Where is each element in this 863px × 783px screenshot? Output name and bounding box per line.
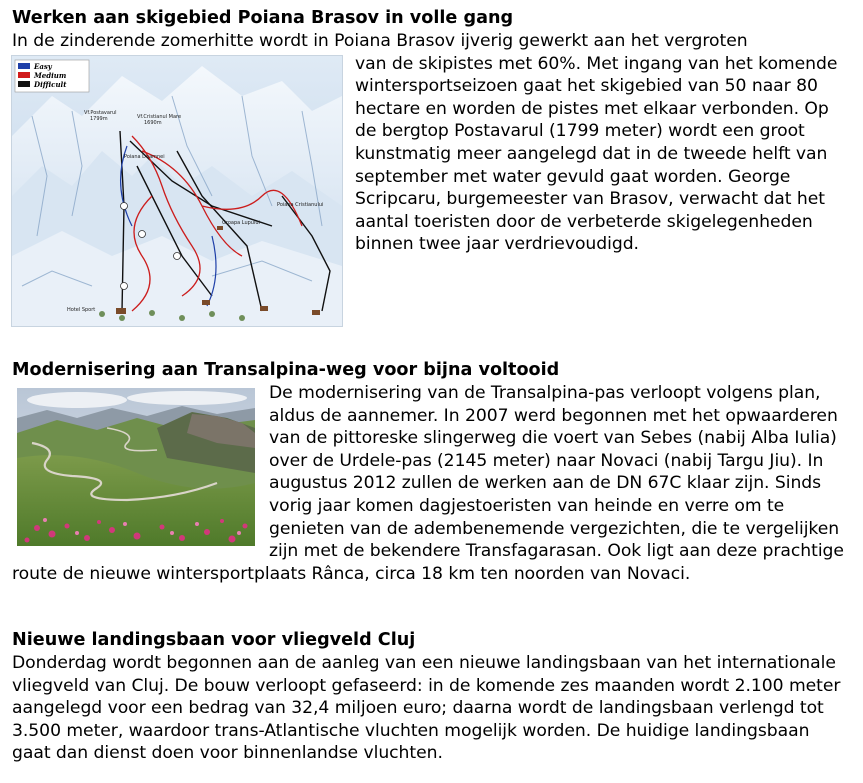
article-title: Modernisering aan Transalpina-weg voor bijna voltooid xyxy=(12,360,560,380)
transalpina-photo xyxy=(17,388,255,546)
legend-medium-swatch xyxy=(18,72,30,78)
map-label-peak2: Vf.Cristianul Mare xyxy=(137,113,182,120)
legend-difficult-label: Difficult xyxy=(34,79,67,89)
map-legend xyxy=(15,60,89,92)
article-cluj-airport xyxy=(12,629,850,765)
map-label-station3: Groapa Lupului xyxy=(222,219,260,226)
legend-easy-label: Easy xyxy=(34,61,52,71)
legend-difficult-swatch xyxy=(18,81,30,87)
article-intro-line: In de zinderende zomerhitte wordt in Poiana Brasov ijverig gewerkt aan het vergroten xyxy=(12,31,748,51)
article-title: Nieuwe landingsbaan voor vliegveld Cluj xyxy=(12,630,416,650)
article-body: Donderdag wordt begonnen aan de aanleg van een nieuwe landingsbaan van het internationale vliegveld van Cluj. De bouw verloopt gefaseerd: in de komende zes maanden wordt 2.100 meter aangelegd voor een bedrag van 32,4 miljoen euro; daarna wordt de landingsbaan verlengd tot 3.500 meter, waardoor trans-Atlantische vluchten mogelijk worden. De huidige landingsbaan gaat dan dienst doen voor binnenlandse vluchten. xyxy=(12,653,841,764)
ski-map-image xyxy=(11,55,343,327)
map-label-station2: Poiana Cristianului xyxy=(277,201,324,208)
map-label-hotel: Hotel Sport xyxy=(67,306,96,313)
article-body: van de skipistes met 60%. Met ingang van het komende wintersportseizoen gaat het skigebied van 50 naar 80 hectare en worden de pistes met elkaar verbonden. Op de bergtop Postavarul (1799 meter) wordt een groot kunstmatig meer aangelegd dat in de tweede helft van september met water gevuld gaat worden. George Scripcaru, burgemeester van Brasov, verwacht dat het aantal toeristen door de verbeterde skigelegenheden binnen twee jaar verdrievoudigd. xyxy=(355,53,838,255)
map-label-station1: Poiana Doamnei xyxy=(124,153,165,160)
legend-easy-swatch xyxy=(18,63,30,69)
map-label-peak1-alt: 1799m xyxy=(90,115,108,122)
article-title: Werken aan skigebied Poiana Brasov in volle gang xyxy=(12,8,514,28)
transalpina-photo-graphic xyxy=(17,388,255,546)
legend-medium-label: Medium xyxy=(34,70,67,80)
article-transalpina xyxy=(12,359,850,614)
article-body: De modernisering van de Transalpina-pas verloopt volgens plan, aldus de aannemer. In 2007 werd begonnen met het opwaarderen van de pittoreske slingerweg die voert van Sebes (nabij Alba Iulia) over de Urdele-pas (2145 meter) naar Novaci (nabij Targu Jiu). In augustus 2012 zullen de werken aan de DN 67C klaar zijn. Sinds vorig jaar komen dagjestoeristen van heinde en verre om te genieten van de adembenemende vergezichten, die te vergelijken zijn met de bekendere Transfagarasan. Ook ligt aan deze prachtige route de nieuwe wintersportplaats Rânca, circa 18 km ten noorden van Novaci. xyxy=(12,383,844,584)
map-label-peak1: Vf.Postavarul xyxy=(84,109,117,116)
map-label-peak2-alt: 1690m xyxy=(144,119,162,126)
article-poiana-brasov xyxy=(12,7,850,337)
ski-map-graphic xyxy=(12,56,342,326)
